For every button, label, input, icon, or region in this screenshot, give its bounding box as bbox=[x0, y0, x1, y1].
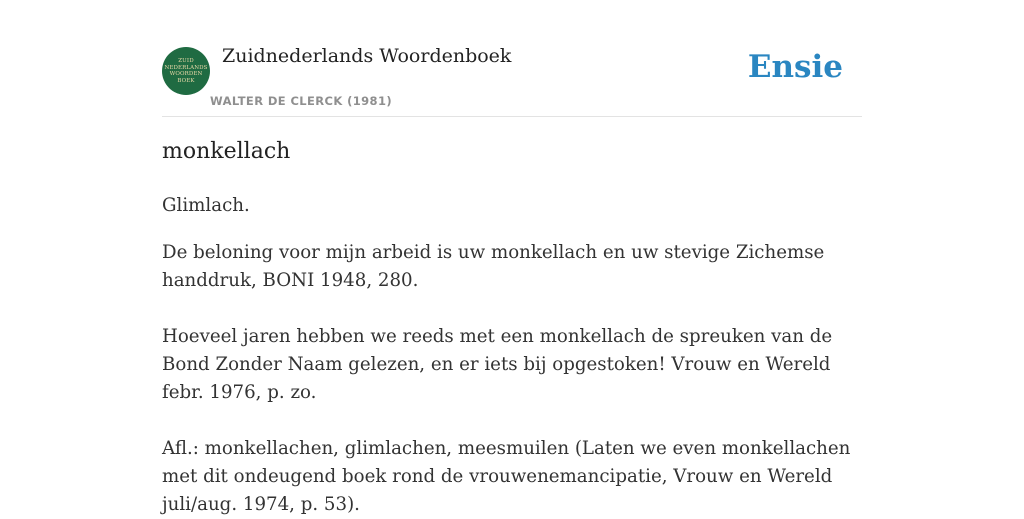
entry-definition: Glimlach. bbox=[162, 195, 250, 216]
page-content bbox=[162, 0, 862, 515]
logo-line: ZUID bbox=[178, 58, 194, 64]
entry-derivations: Afl.: monkellachen, glimlachen, meesmuilen (Laten we even monkellachen met dit ondeugend boek rond de vrouwenemancipatie, Vrouw en Wereld juli/aug. 1974, p. 53). bbox=[162, 438, 851, 515]
entry-example: Hoeveel jaren hebben we reeds met een monkellach de spreuken van de Bond Zonder Naam gelezen, en er iets bij opgestoken! Vrouw en Wereld febr. 1976, p. zo. bbox=[162, 326, 833, 403]
entry-headword: monkellach bbox=[162, 139, 291, 164]
entry-example: De beloning voor mijn arbeid is uw monkellach en uw stevige Zichemse handdruk, BONI 1948, 280. bbox=[162, 242, 825, 291]
logo-line: NEDERLANDS bbox=[164, 64, 208, 71]
dictionary-logo[interactable] bbox=[162, 47, 210, 95]
ensie-brand-link[interactable]: Ensie bbox=[747, 49, 843, 85]
page-header bbox=[162, 0, 862, 117]
logo-line: WOORDEN bbox=[169, 71, 203, 77]
logo-line: BOEK bbox=[177, 77, 195, 84]
dictionary-author: WALTER DE CLERCK (1981) bbox=[210, 94, 393, 108]
dictionary-title-link[interactable]: Zuidnederlands Woordenboek bbox=[222, 45, 512, 67]
